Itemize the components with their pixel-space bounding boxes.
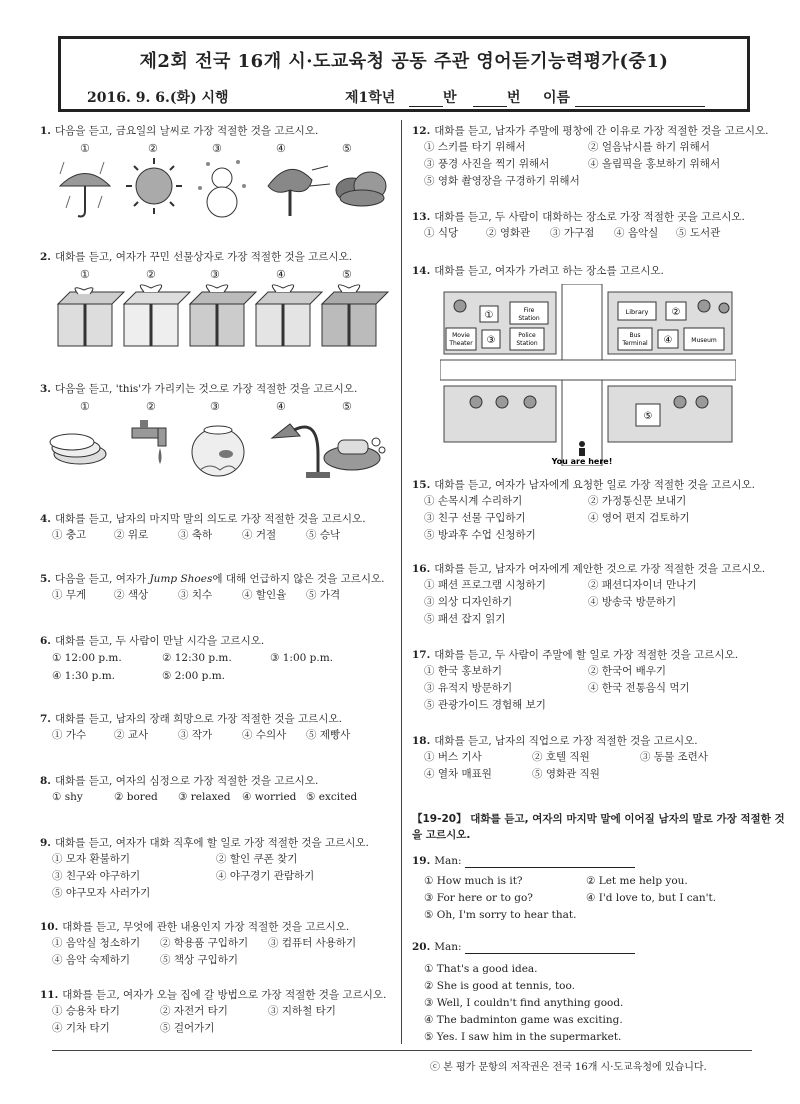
answer-option[interactable]: ⑤ 제빵사	[306, 729, 351, 741]
svg-text:Movie: Movie	[452, 332, 470, 339]
question-stem: 대화를 듣고, 여자가 오늘 집에 갈 방법으로 가장 적절한 것을 고르시오.	[62, 989, 387, 1001]
svg-text:Police: Police	[518, 332, 536, 339]
question-16: 16. 대화를 듣고, 남자가 여자에게 제안한 것으로 가장 적절한 것을 고르시오. ① 패션 프로그램 시청하기 ② 패션디자이너 만나기 ③ 의상 디자인하기 ④ 방송국 방문하기 ⑤ 패션 잡지 읽기	[412, 563, 766, 625]
question-2: 2. 대화를 듣고, 여자가 꾸민 선물상자로 가장 적절한 것을 고르시오. ① ② ③ ④ ⑤	[40, 250, 392, 264]
svg-text:②: ②	[671, 307, 681, 318]
question-15: 15. 대화를 듣고, 여자가 남자에게 요청한 일로 가장 적절한 것을 고르시오. ① 손목시계 수리하기 ② 가정통신문 보내기 ③ 친구 선물 구입하기 ④ 영어 편지 검토하기 ⑤ 방과후 수업 신청하기	[412, 479, 755, 541]
object-pictures[interactable]	[40, 414, 392, 484]
answer-option[interactable]: ① shy	[52, 791, 83, 803]
question-stem: 대화를 듣고, 두 사람이 대화하는 장소로 가장 적절한 곳을 고르시오.	[434, 211, 745, 223]
answer-option[interactable]: ③ 작가	[178, 729, 213, 741]
question-stem: 다음을 듣고, 금요일의 날씨로 가장 적절한 것을 고르시오.	[54, 125, 319, 137]
question-stem: 대화를 듣고, 여자가 가려고 하는 장소를 고르시오.	[434, 265, 664, 277]
answer-option[interactable]: ③ 1:00 p.m.	[270, 652, 334, 664]
you-are-here-label: You are here!	[551, 457, 613, 466]
gift-box-icon	[256, 285, 322, 346]
answer-blank[interactable]	[465, 941, 635, 954]
umbrella-rain-icon	[60, 162, 110, 216]
answer-option[interactable]: ① 승용차 타기	[52, 1005, 120, 1017]
library-building	[618, 302, 656, 320]
question-7: 7. 대화를 듣고, 남자의 장래 희망으로 가장 적절한 것을 고르시오. ① 가수 ② 교사 ③ 작가 ④ 수의사 ⑤ 제빵사	[40, 713, 351, 741]
map-building-3	[482, 330, 500, 348]
gift-box-icon	[322, 285, 388, 346]
answer-option[interactable]: ② 한국어 배우기	[588, 665, 667, 677]
museum-building	[684, 328, 724, 350]
question-13: 13. 대화를 듣고, 두 사람이 대화하는 장소로 가장 적절한 곳을 고르시오. ① 식당 ② 영화관 ③ 가구점 ④ 음악실 ⑤ 도서관	[412, 211, 745, 239]
bus-terminal-building	[618, 328, 652, 350]
answer-option[interactable]: ② 할인 쿠폰 찾기	[216, 853, 298, 865]
question-stem: 대화를 듣고, 여자의 심정으로 가장 적절한 것을 고르시오.	[54, 775, 319, 787]
answer-option[interactable]: ① That's a good idea.	[424, 963, 538, 975]
question-18: 18. 대화를 듣고, 남자의 직업으로 가장 적절한 것을 고르시오. ① 버스 기사 ② 호텔 직원 ③ 동물 조련사 ④ 열차 매표원 ⑤ 영화관 직원	[412, 735, 708, 780]
svg-text:Fire: Fire	[523, 307, 535, 314]
question-stem: 대화를 듣고, 남자의 장래 희망으로 가장 적절한 것을 고르시오.	[54, 713, 342, 725]
answer-option[interactable]: ③ 친구 선물 구입하기	[424, 512, 526, 524]
answer-option[interactable]: ② 자전거 타기	[160, 1005, 228, 1017]
question-stem: 대화를 듣고, 남자의 직업으로 가장 적절한 것을 고르시오.	[434, 735, 698, 747]
question-8: 8. 대화를 듣고, 여자의 심정으로 가장 적절한 것을 고르시오. ① shy ② bored ③ relaxed ④ worried ⑤ excited	[40, 775, 358, 803]
answer-option[interactable]: ① 음악실 청소하기	[52, 937, 141, 949]
question-10: 10. 대화를 듣고, 무엇에 관한 내용인지 가장 적절한 것을 고르시오. ① 음악실 청소하기 ② 학용품 구입하기 ③ 컴퓨터 사용하기 ④ 음악 숙제하기 ⑤ 책상 구입하기	[40, 921, 357, 966]
question-stem: 다음을 듣고, 'this'가 가리키는 것으로 가장 적절한 것을 고르시오.	[54, 383, 358, 395]
gift-box-pictures[interactable]	[40, 282, 392, 354]
gift-box-icon	[58, 288, 124, 346]
gift-box-icon	[190, 285, 256, 346]
gift-box-icon	[124, 285, 190, 346]
answer-option[interactable]: ③ 친구와 야구하기	[52, 870, 141, 882]
answer-option[interactable]: ⑤ 도서관	[676, 227, 721, 239]
svg-text:Station: Station	[518, 315, 540, 322]
answer-option[interactable]: ⑤ 관광가이드 경험해 보기	[424, 699, 546, 711]
answer-option[interactable]: ② 색상	[114, 589, 149, 601]
answer-option[interactable]: ⑤ 패션 잡지 읽기	[424, 613, 506, 625]
answer-option[interactable]: ④ 올림픽을 홍보하기 위해서	[588, 158, 721, 170]
question-11: 11. 대화를 듣고, 여자가 오늘 집에 갈 방법으로 가장 적절한 것을 고르시오. ① 승용차 타기 ② 자전거 타기 ③ 지하철 타기 ④ 기차 타기 ⑤ 걸어가기	[40, 989, 387, 1034]
answer-option[interactable]: ⑤ 야구모자 사러가기	[52, 887, 151, 899]
answer-option[interactable]: ① 버스 기사	[424, 751, 482, 763]
answer-option[interactable]: ④ worried	[242, 791, 297, 803]
class-label: 반	[443, 90, 457, 106]
answer-blank[interactable]	[465, 855, 635, 868]
movie-theater-building	[446, 328, 476, 350]
weather-pictures[interactable]	[40, 156, 392, 226]
answer-option[interactable]: ② 교사	[114, 729, 149, 741]
answer-option[interactable]: ④ 영어 편지 검토하기	[588, 512, 690, 524]
answer-option[interactable]: ③ 지하철 타기	[268, 1005, 336, 1017]
answer-option[interactable]: ② 패션디자이너 만나기	[588, 579, 697, 591]
answer-option[interactable]: ② 얼음낚시를 하기 위해서	[588, 141, 710, 153]
answer-option[interactable]: ⑤ 걸어가기	[160, 1022, 215, 1034]
answer-option[interactable]: ① 충고	[52, 529, 87, 541]
answer-option[interactable]: ③ 유적지 방문하기	[424, 682, 513, 694]
answer-option[interactable]: ⑤ Yes. I saw him in the supermarket.	[424, 1031, 622, 1043]
answer-option[interactable]: ② Let me help you.	[586, 875, 688, 887]
answer-option[interactable]: ④ 수의사	[242, 729, 287, 741]
question-stem: 대화를 듣고, 두 사람이 주말에 할 일로 가장 적절한 것을 고르시오.	[434, 649, 739, 661]
question-5: 5. 다음을 듣고, 여자가 Jump Shoes에 대해 언급하지 않은 것을 고르시오. ① 무게 ② 색상 ③ 치수 ④ 할인율 ⑤ 가격	[40, 573, 385, 601]
question-14: 14. 대화를 듣고, 여자가 가려고 하는 장소를 고르시오. ① Fire Station Movie Theater ③ Police Station Library ② Bus Terminal ④ Museum ⑤ You are here!	[412, 264, 764, 278]
question-stem: 대화를 듣고, 남자의 마지막 말의 의도로 가장 적절한 것을 고르시오.	[54, 513, 366, 525]
answer-option[interactable]: ⑤ 영화 촬영장을 구경하기 위해서	[424, 175, 580, 187]
question-stem: 대화를 듣고, 두 사람이 만날 시각을 고르시오.	[54, 635, 265, 647]
answer-option[interactable]: ② 12:30 p.m.	[162, 652, 232, 664]
desk-lamp-icon	[272, 424, 330, 478]
footer-rule	[52, 1050, 752, 1051]
answer-option[interactable]: ④ 열차 매표원	[424, 768, 492, 780]
answer-option[interactable]: ② 가정통신문 보내기	[588, 495, 687, 507]
map-building-1	[480, 306, 498, 322]
exam-date: 2016. 9. 6.(화) 시행	[87, 90, 229, 106]
answer-option[interactable]: ⑤ Oh, I'm sorry to hear that.	[424, 909, 577, 921]
svg-text:Bus: Bus	[629, 332, 641, 339]
answer-option[interactable]: ④ 거절	[242, 529, 277, 541]
map-building-4	[658, 330, 678, 348]
question-9: 9. 대화를 듣고, 여자가 대화 직후에 할 일로 가장 적절한 것을 고르시오. ① 모자 환불하기 ② 할인 쿠폰 찾기 ③ 친구와 야구하기 ④ 야구경기 관람하기 ⑤ 야구모자 사러가기	[40, 837, 369, 899]
question-17: 17. 대화를 듣고, 두 사람이 주말에 할 일로 가장 적절한 것을 고르시오. ① 한국 홍보하기 ② 한국어 배우기 ③ 유적지 방문하기 ④ 한국 전통음식 먹기 ⑤ 관광가이드 경험해 보기	[412, 649, 739, 711]
faucet-icon	[132, 420, 166, 464]
question-1: 1. 다음을 듣고, 금요일의 날씨로 가장 적절한 것을 고르시오. ① ② ③ ④ ⑤	[40, 124, 392, 138]
question-20: 20. Man: ① That's a good idea. ② She is good at tennis, too. ③ Well, I couldn't find anything good. ④ The badminton game was exciting. ⑤ Yes. I saw him in the supermarket.	[412, 940, 764, 954]
plates-icon	[50, 434, 106, 464]
fishbowl-icon	[192, 426, 244, 476]
answer-option[interactable]: ④ 기차 타기	[52, 1022, 110, 1034]
you-are-here-marker	[579, 441, 585, 456]
number-blank[interactable]	[473, 94, 507, 107]
answer-option[interactable]: ⑤ 2:00 p.m.	[162, 670, 226, 682]
svg-text:Library: Library	[625, 308, 649, 316]
grade-label: 제1학년	[345, 90, 396, 106]
answer-option[interactable]: ① 무게	[52, 589, 87, 601]
number-label: 번	[507, 90, 521, 106]
answer-option[interactable]: ④ 야구경기 관람하기	[216, 870, 315, 882]
police-station-building	[510, 328, 544, 350]
class-blank[interactable]	[409, 94, 443, 107]
answer-option[interactable]: ② 학용품 구입하기	[160, 937, 249, 949]
answer-option[interactable]: ④ The badminton game was exciting.	[424, 1014, 623, 1026]
answer-option[interactable]: ⑤ 가격	[306, 589, 341, 601]
answer-option[interactable]: ① 한국 홍보하기	[424, 665, 503, 677]
answer-option[interactable]: ③ 의상 디자인하기	[424, 596, 513, 608]
answer-option[interactable]: ① 가수	[52, 729, 87, 741]
question-stem: 대화를 듣고, 무엇에 관한 내용인지 가장 적절한 것을 고르시오.	[62, 921, 350, 933]
answer-option[interactable]: ③ For here or to go?	[424, 892, 533, 904]
answer-option[interactable]: ① 12:00 p.m.	[52, 652, 122, 664]
map-building-5	[636, 404, 660, 426]
answer-option[interactable]: ① 패션 프로그램 시청하기	[424, 579, 546, 591]
svg-text:Terminal: Terminal	[622, 340, 648, 347]
question-stem: 대화를 듣고, 여자가 꾸민 선물상자로 가장 적절한 것을 고르시오.	[54, 251, 353, 263]
answer-option[interactable]: ⑤ 방과후 수업 신청하기	[424, 529, 536, 541]
soap-dish-icon	[324, 438, 385, 470]
svg-text:Museum: Museum	[691, 337, 717, 344]
answer-option[interactable]: ④ 한국 전통음식 먹기	[588, 682, 690, 694]
copyright-notice: ⓒ 본 평가 문항의 저작권은 전국 16개 시·도교육청에 있습니다.	[430, 1062, 707, 1073]
answer-option[interactable]: ② 영화관	[486, 227, 531, 239]
answer-option[interactable]: ① 식당	[424, 227, 459, 239]
answer-option[interactable]: ① How much is it?	[424, 875, 523, 887]
answer-option[interactable]: ④ 음악실	[614, 227, 659, 239]
answer-option[interactable]: ① 모자 환불하기	[52, 853, 131, 865]
cloud-icon	[336, 172, 386, 206]
answer-option[interactable]: ① 손목시계 수리하기	[424, 495, 523, 507]
column-divider	[401, 120, 402, 1044]
svg-text:Station: Station	[516, 340, 538, 347]
answer-option[interactable]: ③ 축하	[178, 529, 213, 541]
exam-title: 제2회 전국 16개 시·도교육청 공동 주관 영어듣기능력평가(중1)	[139, 51, 669, 72]
answer-option[interactable]: ③ 동물 조련사	[640, 751, 708, 763]
question-stem: 대화를 듣고, 여자가 남자에게 요청한 일로 가장 적절한 것을 고르시오.	[434, 479, 755, 491]
answer-option[interactable]: ③ 컴퓨터 사용하기	[268, 937, 357, 949]
svg-text:⑤: ⑤	[643, 411, 653, 422]
name-label: 이름	[543, 90, 571, 106]
map-building-2	[666, 302, 686, 320]
answer-option[interactable]: ④ 음악 숙제하기	[52, 954, 131, 966]
answer-option[interactable]: ⑤ excited	[306, 791, 358, 803]
name-blank[interactable]	[575, 94, 705, 107]
question-stem: 대화를 듣고, 남자가 주말에 평창에 간 이유로 가장 적절한 것을 고르시오.	[434, 125, 769, 137]
town-map[interactable]	[440, 284, 736, 466]
question-12: 12. 대화를 듣고, 남자가 주말에 평창에 간 이유로 가장 적절한 것을 고르시오. ① 스키를 타기 위해서 ② 얼음낚시를 하기 위해서 ③ 풍경 사진을 찍기 위해서 ④ 올림픽을 홍보하기 위해서 ⑤ 영화 촬영장을 구경하기 위해서	[412, 125, 769, 187]
answer-option[interactable]: ⑤ 승낙	[306, 529, 341, 541]
answer-option[interactable]: ① 스키를 타기 위해서	[424, 141, 526, 153]
answer-option[interactable]: ④ I'd love to, but I can't.	[586, 892, 717, 904]
answer-option[interactable]: ③ Well, I couldn't find anything good.	[424, 997, 624, 1009]
answer-option[interactable]: ⑤ 책상 구입하기	[160, 954, 239, 966]
question-4: 4. 대화를 듣고, 남자의 마지막 말의 의도로 가장 적절한 것을 고르시오. ① 충고 ② 위로 ③ 축하 ④ 거절 ⑤ 승낙	[40, 513, 366, 541]
answer-option[interactable]: ④ 1:30 p.m.	[52, 670, 116, 682]
answer-option[interactable]: ③ relaxed	[178, 791, 231, 803]
question-stem: 대화를 듣고, 여자가 대화 직후에 할 일로 가장 적절한 것을 고르시오.	[54, 837, 369, 849]
question-3: 3. 다음을 듣고, 'this'가 가리키는 것으로 가장 적절한 것을 고르시오. ① ② ③ ④ ⑤	[40, 382, 392, 396]
question-stem: 대화를 듣고, 남자가 여자에게 제안한 것으로 가장 적절한 것을 고르시오.	[434, 563, 766, 575]
svg-text:①: ①	[484, 310, 494, 321]
fire-station-building	[510, 302, 548, 324]
answer-option[interactable]: ③ 가구점	[550, 227, 595, 239]
svg-text:④: ④	[663, 335, 673, 346]
answer-option[interactable]: ② 위로	[114, 529, 149, 541]
sun-icon	[126, 158, 182, 214]
answer-option[interactable]: ② She is good at tennis, too.	[424, 980, 575, 992]
svg-text:③: ③	[486, 335, 496, 346]
question-6: 6. 대화를 듣고, 두 사람이 만날 시각을 고르시오. ① 12:00 p.m. ② 12:30 p.m. ③ 1:00 p.m. ④ 1:30 p.m. ⑤ 2:00 p.m.	[40, 635, 334, 682]
q19-20-directions: 【19-20】 대화를 듣고, 여자의 마지막 말에 이어질 남자의 말로 가장 적절한 것 을 고르시오.	[412, 813, 785, 841]
answer-option[interactable]: ② bored	[114, 791, 158, 803]
snowman-icon	[198, 160, 246, 217]
answer-option[interactable]: ④ 할인율	[242, 589, 287, 601]
answer-option[interactable]: ③ 치수	[178, 589, 213, 601]
svg-text:Theater: Theater	[449, 340, 473, 347]
answer-option[interactable]: ② 호텔 직원	[532, 751, 590, 763]
answer-option[interactable]: ④ 방송국 방문하기	[588, 596, 677, 608]
question-19: 19. Man: ① How much is it? ② Let me help you. ③ For here or to go? ④ I'd love to, but I can't. ⑤ Oh, I'm sorry to hear that.	[412, 855, 717, 921]
windy-tree-icon	[268, 166, 330, 216]
answer-option[interactable]: ③ 풍경 사진을 찍기 위해서	[424, 158, 550, 170]
answer-option[interactable]: ⑤ 영화관 직원	[532, 768, 600, 780]
exam-header	[58, 36, 750, 112]
